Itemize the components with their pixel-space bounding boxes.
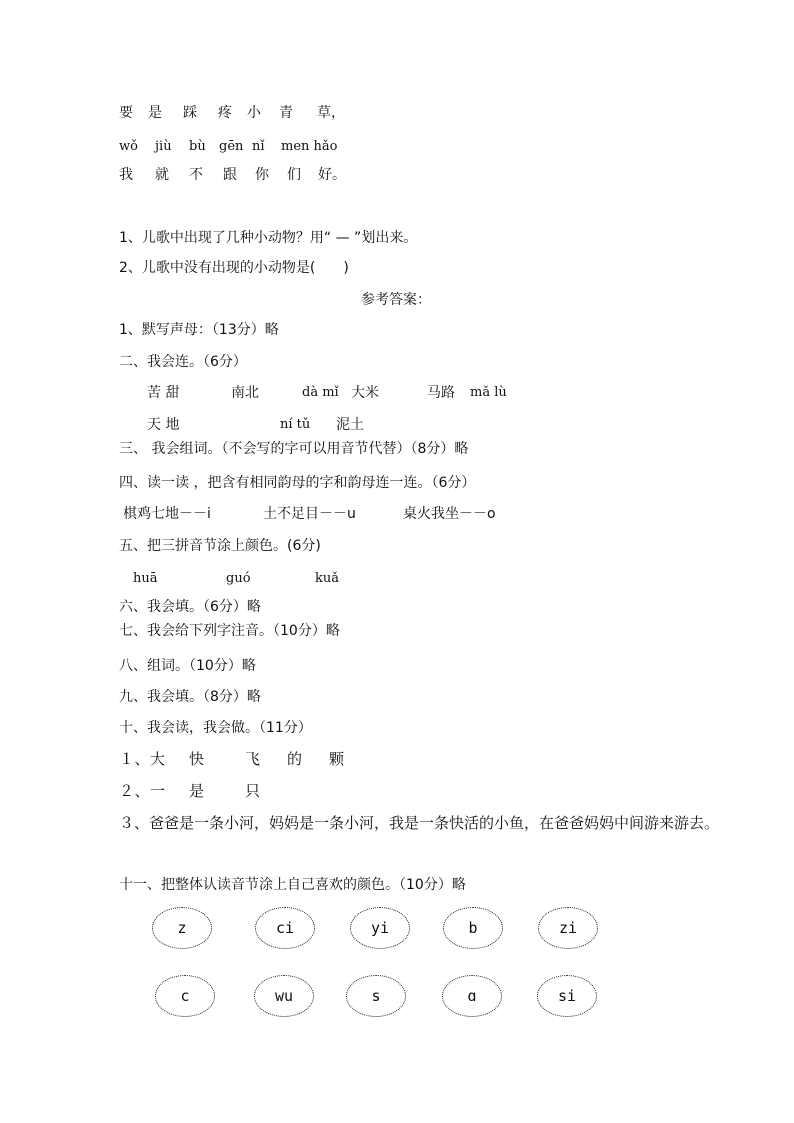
syllable-oval: si — [537, 975, 597, 1017]
poem-char: 们 — [287, 167, 301, 183]
question-2: 2、儿歌中没有出现的小动物是( ) — [119, 260, 349, 276]
answer-4-row — [119, 505, 539, 523]
poem-char: 小 — [247, 105, 261, 121]
syllable-oval: b — [443, 907, 503, 949]
rhyme-group: 棋鸡七地－－i — [123, 506, 211, 522]
syllable-oval: ci — [255, 907, 315, 949]
poem-char: 是 — [148, 105, 162, 121]
poem-char: 你 — [255, 167, 269, 183]
match-item: mǎ lù — [470, 385, 507, 400]
word: 快 — [189, 750, 205, 768]
rhyme-group: 桌火我坐－－o — [403, 506, 496, 522]
match-item: 天 地 — [147, 417, 180, 433]
pinyin-syllable: men hǎo — [281, 139, 338, 154]
poem-char: 我 — [119, 167, 133, 183]
word: 只 — [245, 782, 261, 800]
pinyin-syllable: bù — [189, 139, 206, 154]
answer-8: 八、组词。（10分）略 — [119, 658, 256, 674]
syllable: guó — [226, 571, 251, 586]
poem-line-1 — [119, 104, 379, 122]
answers-title: 参考答案： — [361, 292, 431, 308]
answer-4-heading: 四、读一读 ，把含有相同韵母的字和韵母连一连。（6分） — [119, 475, 476, 491]
syllable-oval: s — [346, 975, 406, 1017]
rhyme-group: 土不足目－－u — [263, 506, 356, 522]
answer-2-row-2 — [119, 416, 539, 434]
match-item: 马路 — [427, 385, 455, 401]
answer-10-heading: 十、我会读，我会做。（11分） — [119, 720, 312, 736]
answer-2-heading: 二、我会连。（6分） — [119, 354, 247, 370]
match-item: 南北 — [231, 385, 259, 401]
syllable-oval: zi — [538, 907, 598, 949]
pinyin-syllable: nǐ — [252, 139, 265, 154]
answer-9: 九、我会填。（8分）略 — [119, 689, 261, 705]
answer-10-line-3: ３、爸爸是一条小河，妈妈是一条小河，我是一条快活的小鱼，在爸爸妈妈中间游来游去。 — [119, 814, 720, 832]
pinyin-syllable: wǒ — [119, 139, 138, 154]
poem-char: 要 — [119, 105, 133, 121]
answer-6: 六、我会填。（6分）略 — [119, 599, 261, 615]
syllable-oval: ɑ — [442, 975, 502, 1017]
poem-char: 就 — [155, 167, 169, 183]
match-item: 苦 甜 — [147, 385, 180, 401]
answer-1: 1、默写声母：（13分）略 — [119, 322, 279, 338]
syllable-oval: yi — [350, 907, 410, 949]
poem-char: 好。 — [318, 167, 346, 183]
word: 的 — [287, 750, 303, 768]
match-item: ní tǔ — [280, 417, 311, 432]
answer-3: 三、 我会组词。（不会写的字可以用音节代替）（8分）略 — [119, 441, 469, 457]
match-item: 泥土 — [336, 417, 364, 433]
answer-11-heading: 十一、把整体认读音节涂上自己喜欢的颜色。（10分）略 — [119, 877, 466, 893]
match-item: dà mǐ — [302, 385, 339, 400]
syllable: kuǎ — [315, 571, 340, 586]
answer-7: 七、我会给下列字注音。（10分）略 — [119, 623, 340, 639]
match-item: 大米 — [351, 385, 379, 401]
poem-char: 草， — [317, 105, 345, 121]
answer-2-row-1 — [119, 384, 539, 402]
answer-10-line-2 — [119, 782, 419, 800]
syllable-oval: wu — [254, 975, 314, 1017]
pinyin-syllable: gēn — [219, 139, 244, 154]
answer-5-row — [119, 570, 419, 588]
answer-5-heading: 五、把三拼音节涂上颜色。(6分) — [119, 538, 321, 554]
poem-line-2 — [119, 166, 379, 184]
poem-char: 跟 — [223, 167, 237, 183]
syllable: huā — [133, 571, 158, 586]
word: 是 — [189, 782, 205, 800]
syllable-oval: z — [152, 907, 212, 949]
word: 飞 — [245, 750, 261, 768]
poem-char: 踩 — [183, 105, 197, 121]
pinyin-syllable: jiù — [155, 139, 172, 154]
syllable-oval: c — [155, 975, 215, 1017]
answer-10-line-1 — [119, 750, 419, 768]
poem-pinyin — [119, 138, 379, 156]
poem-char: 疼 — [218, 105, 232, 121]
poem-char: 不 — [189, 167, 203, 183]
word: ２、一 — [119, 782, 166, 800]
word: １、大 — [119, 750, 166, 768]
question-1: 1、儿歌中出现了几种小动物？用“ — ”划出来。 — [119, 230, 418, 246]
word: 颗 — [329, 750, 345, 768]
poem-char: 青 — [279, 105, 293, 121]
